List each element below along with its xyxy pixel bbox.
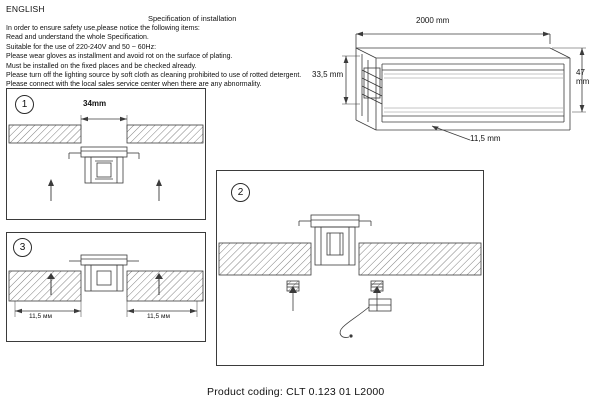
instruction-line: Must be installed on the fixed places and be checked already. [6, 62, 197, 70]
figure-3-left-dimension: 11,5 мм [29, 313, 52, 320]
language-label: ENGLISH [6, 4, 45, 14]
height-dimension-label: 47 mm [576, 68, 590, 86]
product-drawing [320, 8, 596, 148]
profile-width-label: 11,5 mm [470, 134, 501, 143]
figure-1-panel [6, 88, 206, 220]
figure-2-number: 2 [231, 183, 250, 202]
figure-1-dimension-label: 34mm [83, 99, 107, 108]
instruction-list [6, 24, 302, 90]
instruction-line: Please turn off the lighting source by soft cloth as cleaning prohibited to use of rotted detergent. [6, 72, 302, 80]
instruction-line: Suitable for the use of 220-240V and 50 ~ 60Hz: [6, 43, 157, 51]
figure-3-panel [6, 232, 206, 342]
figure-3-right-dimension: 11,5 мм [147, 313, 170, 320]
figure-1-drawing [7, 89, 205, 219]
figure-3-number: 3 [13, 238, 32, 257]
length-dimension-label: 2000 mm [416, 16, 450, 25]
figure-2-panel [216, 170, 484, 366]
specification-title: Specification of installation [148, 14, 237, 23]
figure-1-number: 1 [15, 95, 34, 114]
instruction-line: Please wear gloves as installment and avoid rot on the surface of plating. [6, 53, 233, 61]
depth-dimension-label: 33,5 mm [312, 70, 344, 79]
instruction-line: Read and understand the whole Specification. [6, 34, 149, 42]
product-perspective-view [312, 8, 596, 148]
figure-2-drawing [217, 171, 483, 365]
instruction-line: In order to ensure safety use,please notice the following items: [6, 25, 200, 32]
product-coding-label: Product coding: CLT 0.123 01 L2000 [207, 386, 385, 398]
figure-3-drawing [7, 233, 205, 341]
instruction-line: Please connect with the local sales service center when there are any abnormality. [6, 81, 262, 89]
